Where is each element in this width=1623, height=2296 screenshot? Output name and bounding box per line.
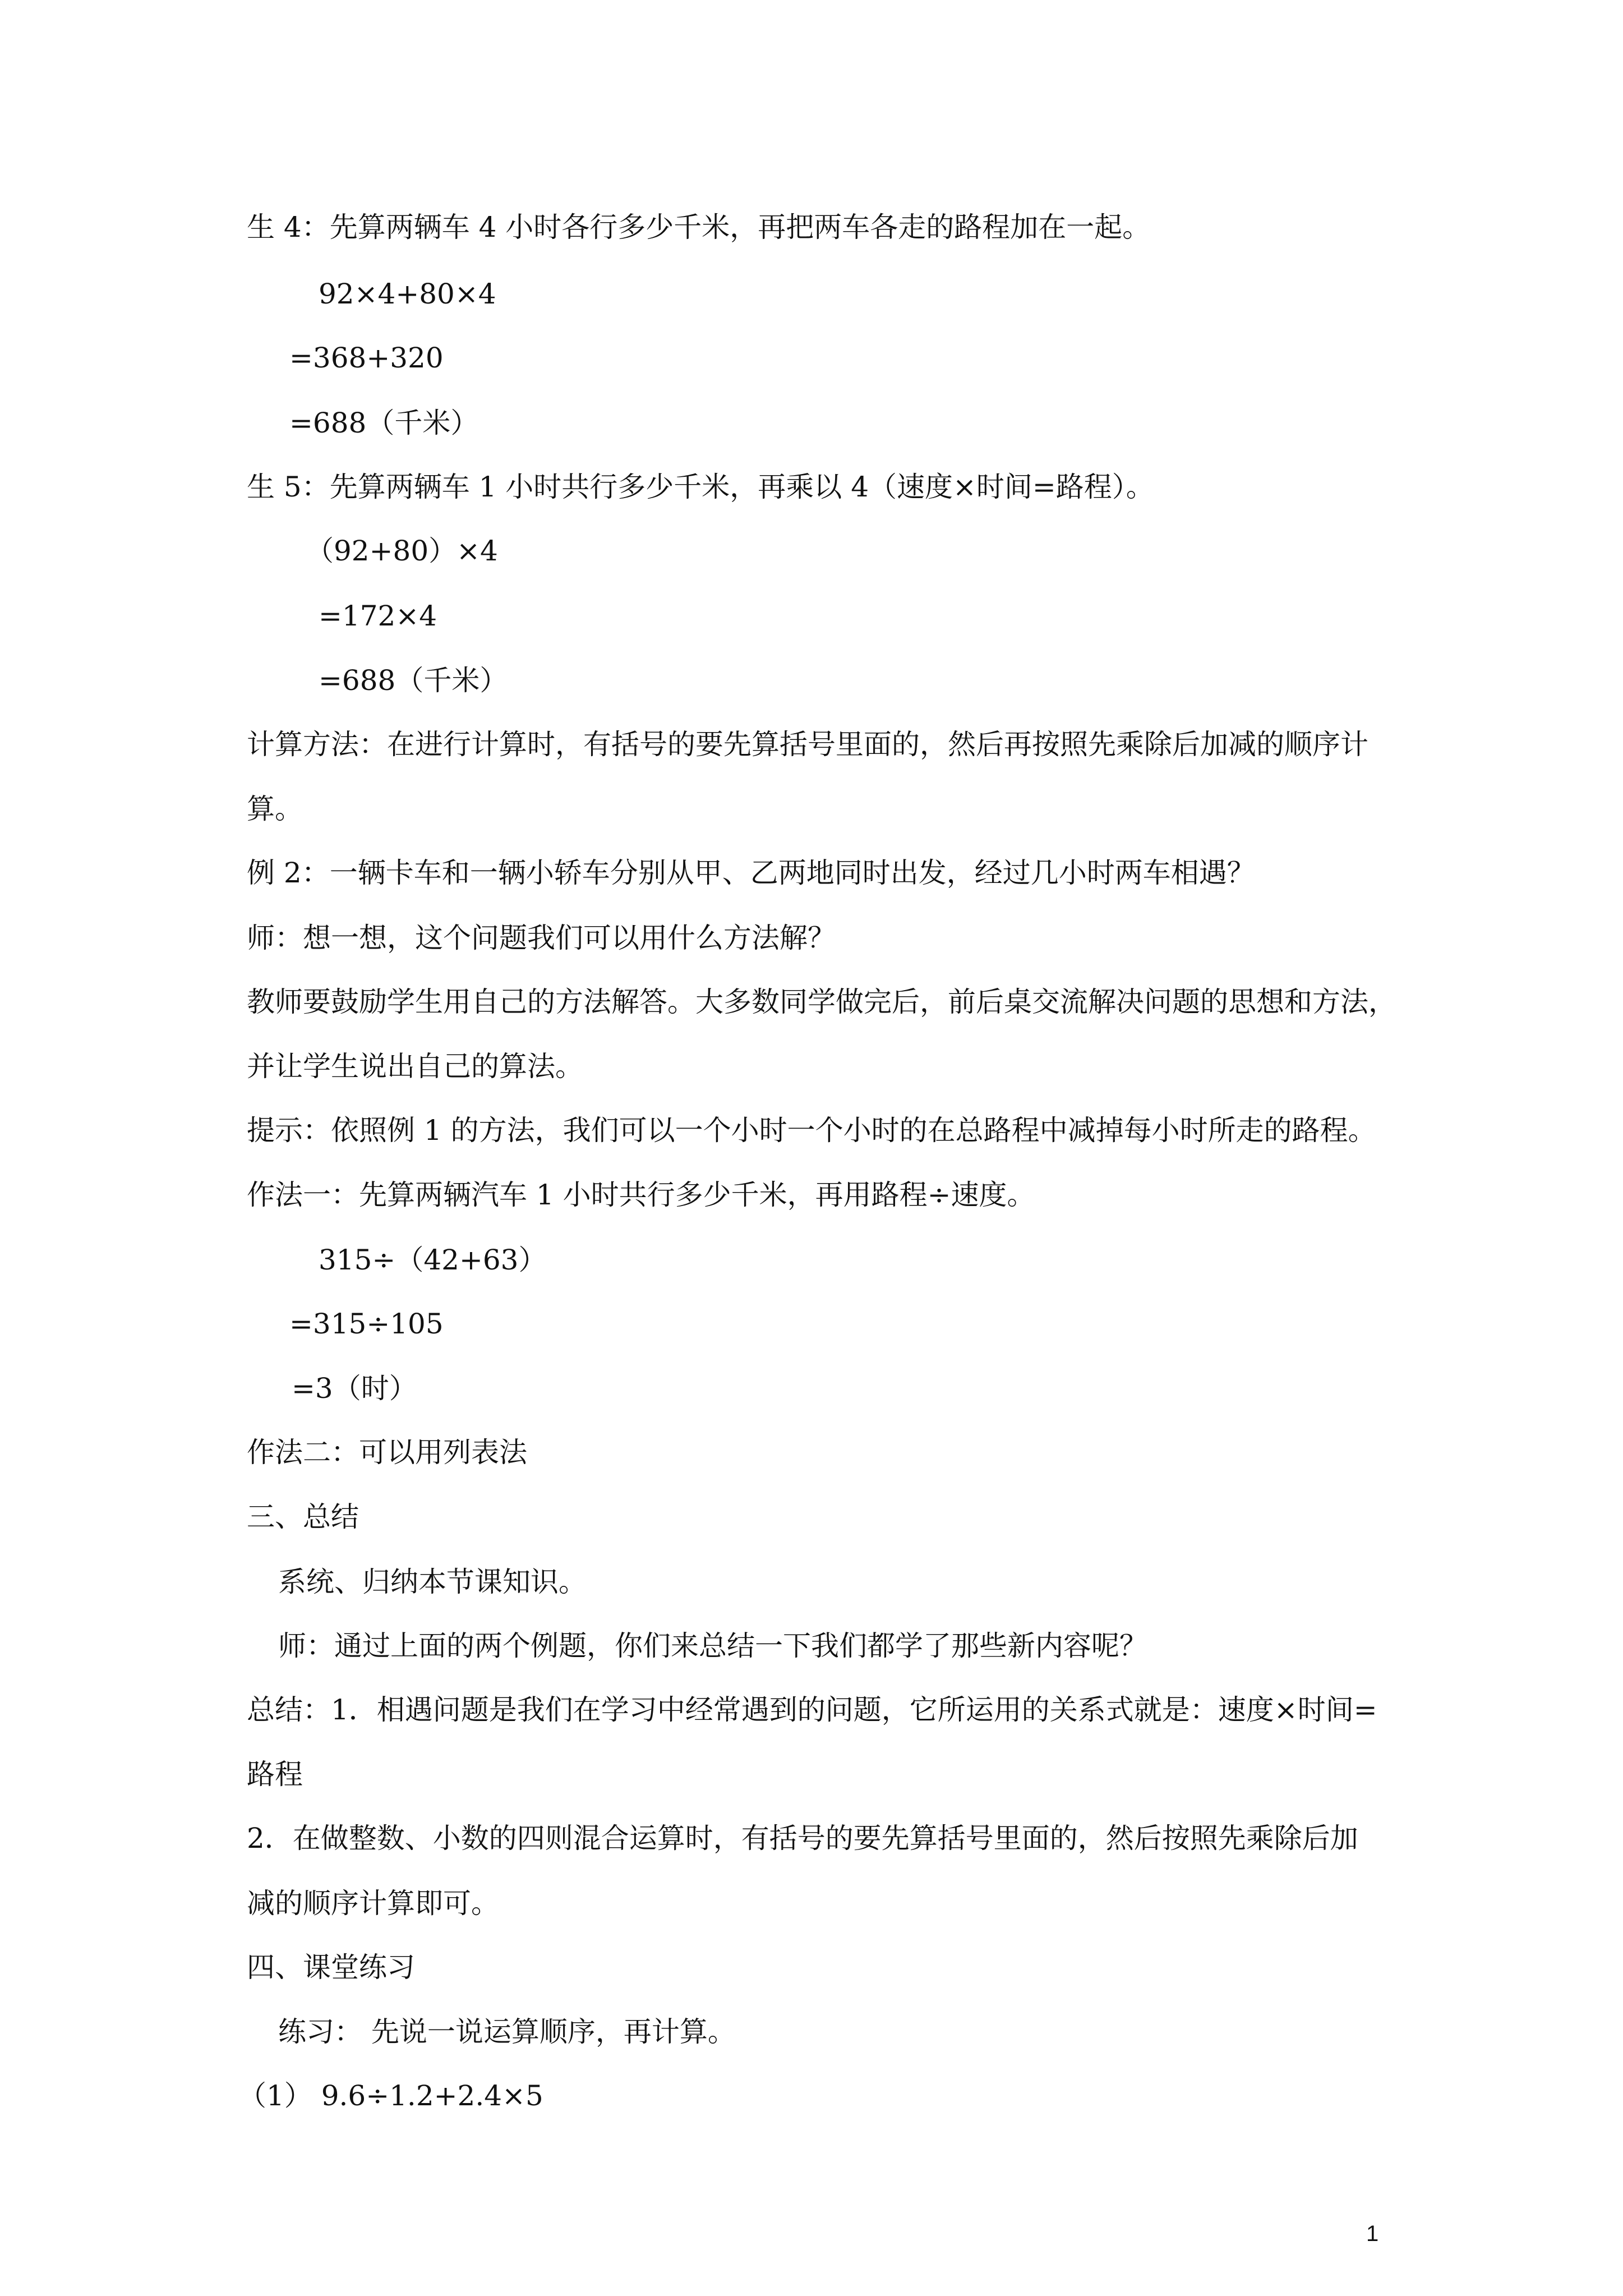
text-line: 总结：1．相遇问题是我们在学习中经常遇到的问题，它所运用的关系式就是：速度×时间= bbox=[247, 1694, 1377, 1726]
text-line: 生 4：先算两辆车 4 小时各行多少千米，再把两车各走的路程加在一起。 bbox=[247, 211, 1151, 243]
text-line: 例 2：一辆卡车和一辆小轿车分别从甲、乙两地同时出发，经过几小时两车相遇？ bbox=[247, 857, 1255, 889]
text-line: 作法二：可以用列表法 bbox=[247, 1436, 527, 1469]
equation-line: 315÷（42+63） bbox=[319, 1244, 547, 1276]
equation-line: =3（时） bbox=[292, 1372, 417, 1405]
text-line: 2．在做整数、小数的四则混合运算时，有括号的要先算括号里面的，然后按照先乘除后加 bbox=[247, 1822, 1358, 1855]
equation-line: （92+80）×4 bbox=[306, 535, 498, 567]
equation-line: =688（千米） bbox=[289, 407, 479, 439]
text-line: 并让学生说出自己的算法。 bbox=[247, 1050, 583, 1083]
exercise-line: （1） 9.6÷1.2+2.4×5 bbox=[238, 2079, 543, 2112]
text-line: 教师要鼓励学生用自己的方法解答。大多数同学做完后，前后桌交流解决问题的思想和方法， bbox=[247, 986, 1396, 1018]
text-line: 提示：依照例 1 的方法，我们可以一个小时一个小时的在总路程中减掉每小时所走的路程。 bbox=[247, 1114, 1376, 1147]
equation-line: 92×4+80×4 bbox=[319, 278, 496, 310]
text-line: 路程 bbox=[247, 1758, 303, 1791]
text-line: 师：想一想，这个问题我们可以用什么方法解？ bbox=[247, 922, 836, 954]
equation-line: =315÷105 bbox=[289, 1308, 444, 1340]
equation-line: =172×4 bbox=[319, 600, 437, 632]
text-line: 师：通过上面的两个例题，你们来总结一下我们都学了那些新内容呢？ bbox=[278, 1630, 1147, 1662]
text-line: 计算方法：在进行计算时，有括号的要先算括号里面的，然后再按照先乘除后加减的顺序计 bbox=[247, 728, 1368, 761]
equation-line: =368+320 bbox=[289, 342, 444, 374]
text-line: 作法一：先算两辆汽车 1 小时共行多少千米，再用路程÷速度。 bbox=[247, 1179, 1035, 1211]
text-line: 减的顺序计算即可。 bbox=[247, 1887, 499, 1920]
text-line: 生 5：先算两辆车 1 小时共行多少千米，再乘以 4（速度×时间=路程）。 bbox=[247, 471, 1154, 503]
text-line: 系统、归纳本节课知识。 bbox=[278, 1566, 587, 1598]
page-number: 1 bbox=[1366, 2221, 1379, 2246]
section-heading: 四、课堂练习 bbox=[247, 1951, 415, 1984]
equation-line: =688（千米） bbox=[319, 664, 508, 697]
text-line: 练习： 先说一说运算顺序，再计算。 bbox=[278, 2016, 736, 2048]
text-line: 算。 bbox=[247, 793, 303, 825]
section-heading: 三、总结 bbox=[247, 1501, 359, 1533]
